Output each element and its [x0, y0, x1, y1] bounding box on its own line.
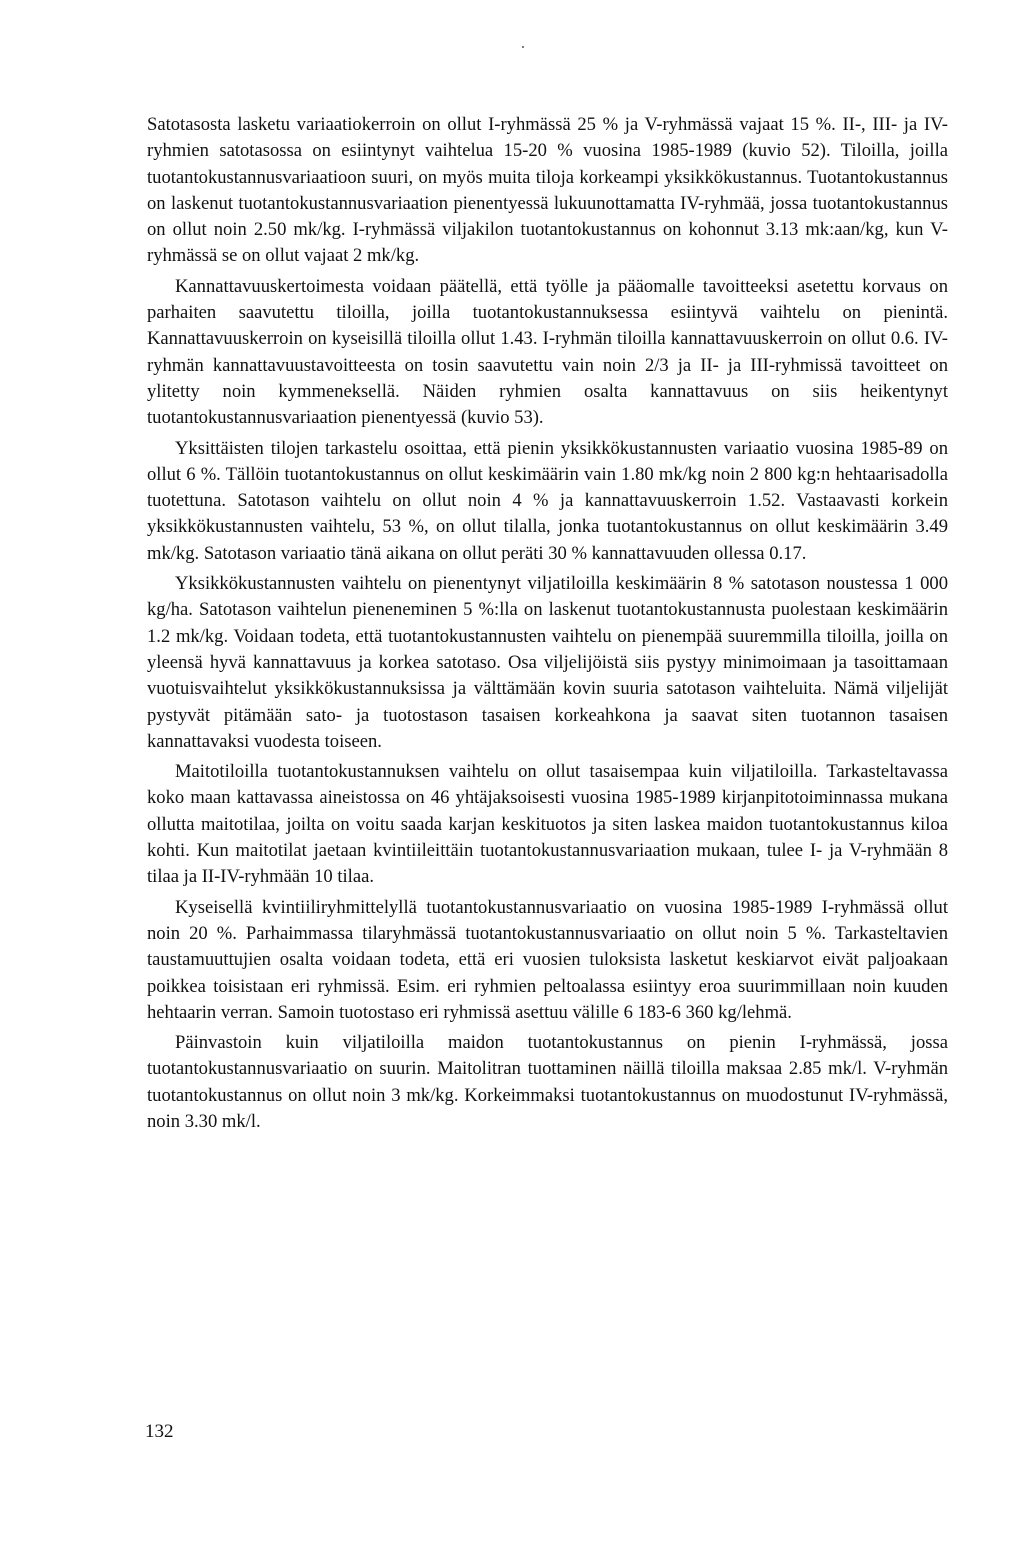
paragraph-7: Päinvastoin kuin viljatiloilla maidon tuotantokustannus on pienin I-ryhmässä, jossa tuotantokustannusvariaatio on suurin. Maitolitran tuottaminen näillä tiloilla maksaa 2.85 mk/l. V-ryhmän tuotantokustannus on ollut noin 3 mk/kg. Korkeimmaksi tuotantokustannus on muodostunut IV-ryhmässä, noin 3.30 mk/l. [147, 1032, 948, 1132]
paragraph-6: Kyseisellä kvintiiliryhmittelyllä tuotantokustannusvariaatio on vuosina 1985-1989 I-ryhmässä ollut noin 20 %. Parhaimmassa tilaryhmässä tuotantokustannusvariaatio on ollut noin 5 %. Tarkasteltavien taustamuuttujien osalta voidaan todeta, että eri vuosien tuloksista lasketut keskiarvot eivät paljoakaan poikkea toisistaan eri ryhmissä. Esim. eri ryhmien peltoalassa esiintyy eroa suurimmillaan noin kuuden hehtaarin verran. Samoin tuotostaso eri ryhmissä asettuu välille 6 183-6 360 kg/lehmä. [147, 896, 948, 1023]
paragraph-3: Yksittäisten tilojen tarkastelu osoittaa, että pienin yksikkökustannusten variaatio vuosina 1985-89 on ollut 6 %. Tällöin tuotantokustannus on ollut keskimäärin vain 1.80 mk/kg noin 2 800 kg:n hehtaarisadolla tuotettuna. Satotason vaihtelu on ollut noin 4 % ja kannattavuuskerroin 1.52. Vastaavasti korkein yksikkökustannusten vaihtelu, 53 %, on ollut tilalla, jonka tuotantokustannus on ollut keskimäärin 3.49 mk/kg. Satotason variaatio tänä aikana on ollut peräti 30 % kannattavuuden ollessa 0.17. [147, 437, 948, 564]
paragraph-4: Yksikkökustannusten vaihtelu on pienentynyt viljatiloilla keskimäärin 8 % satotason noustessa 1 000 kg/ha. Satotason vaihtelun pieneneminen 5 %:lla on laskenut tuotantokustannusta puolestaan keskimäärin 1.2 mk/kg. Voidaan todeta, että tuotantokustannusten vaihtelu on pienempää suuremmilla tiloilla, joilla on yleensä hyvä kannattavuus ja korkea satotaso. Osa viljelijöistä siis pystyy minimoimaan ja tasoittamaan vuotuisvaihtelut yksikkökustannuksissa ja välttämään kovin suuria satotason vaihteluita. Nämä viljelijät pystyvät pitämään sato- ja tuotostason tasaisen korkeahkona ja saavat siten tuotannon tasaisen kannattavaksi vuodesta toiseen. [147, 573, 948, 752]
paragraph-2: Kannattavuuskertoimesta voidaan päätellä, että työlle ja pääomalle tavoitteeksi asetettu korvaus on parhaiten saavutettu tiloilla, joilla tuotantokustannuksessa esiintyvä vaihtelu on pienintä. Kannattavuuskerroin on kyseisillä tiloilla ollut 1.43. I-ryhmän tiloilla kannattavuuskerroin on ollut 0.6. IV-ryhmän kannattavuustavoitteesta on tosin saavutettu vain noin 2/3 ja II- ja III-ryhmissä tavoitteet on ylitetty noin kymmeneksellä. Näiden ryhmien osalta kannattavuus on siis heikentynyt tuotantokustannusvariaation pienentyessä (kuvio 53). [147, 275, 948, 429]
paragraph-1: Satotasosta lasketu variaatiokerroin on ollut I-ryhmässä 25 % ja V-ryhmässä vajaat 15 %. II-, III- ja IV-ryhmien satotasossa on esiintynyt vaihtelua 15-20 % vuosina 1985-1989 (kuvio 52). Tiloilla, joilla tuotantokustannusvariaatioon suuri, on myös muita tiloja korkeampi yksikkökustannus. Tuotantokustannus on laskenut tuotantokustannusvariaation pienentyessä lukuunottamatta IV-ryhmää, jossa tuotantokustannus on ollut noin 2.50 mk/kg. I-ryhmässä viljakilon tuotantokustannus on kohonnut 3.13 mk:aan/kg, kun V-ryhmässä se on ollut vajaat 2 mk/kg. [147, 114, 948, 267]
paragraph-5: Maitotiloilla tuotantokustannuksen vaihtelu on ollut tasaisempaa kuin viljatiloilla. Tarkasteltavassa koko maan kattavassa aineistossa on 46 yhtäjaksoisesti vuosina 1985-1989 kirjanpitotoiminnassa mukana ollutta maitotilaa, joilta on voitu saada karjan keskituotos ja siten laskea maidon tuotantokustannus kiloa kohti. Kun maitotilat jaetaan kvintiileittäin tuotantokustannusvariaation mukaan, tulee I- ja V-ryhmään 8 tilaa ja II-IV-ryhmään 10 tilaa. [147, 761, 948, 888]
document-body [147, 112, 948, 1139]
scan-speck [522, 46, 524, 48]
page-number: 132 [145, 1421, 174, 1442]
